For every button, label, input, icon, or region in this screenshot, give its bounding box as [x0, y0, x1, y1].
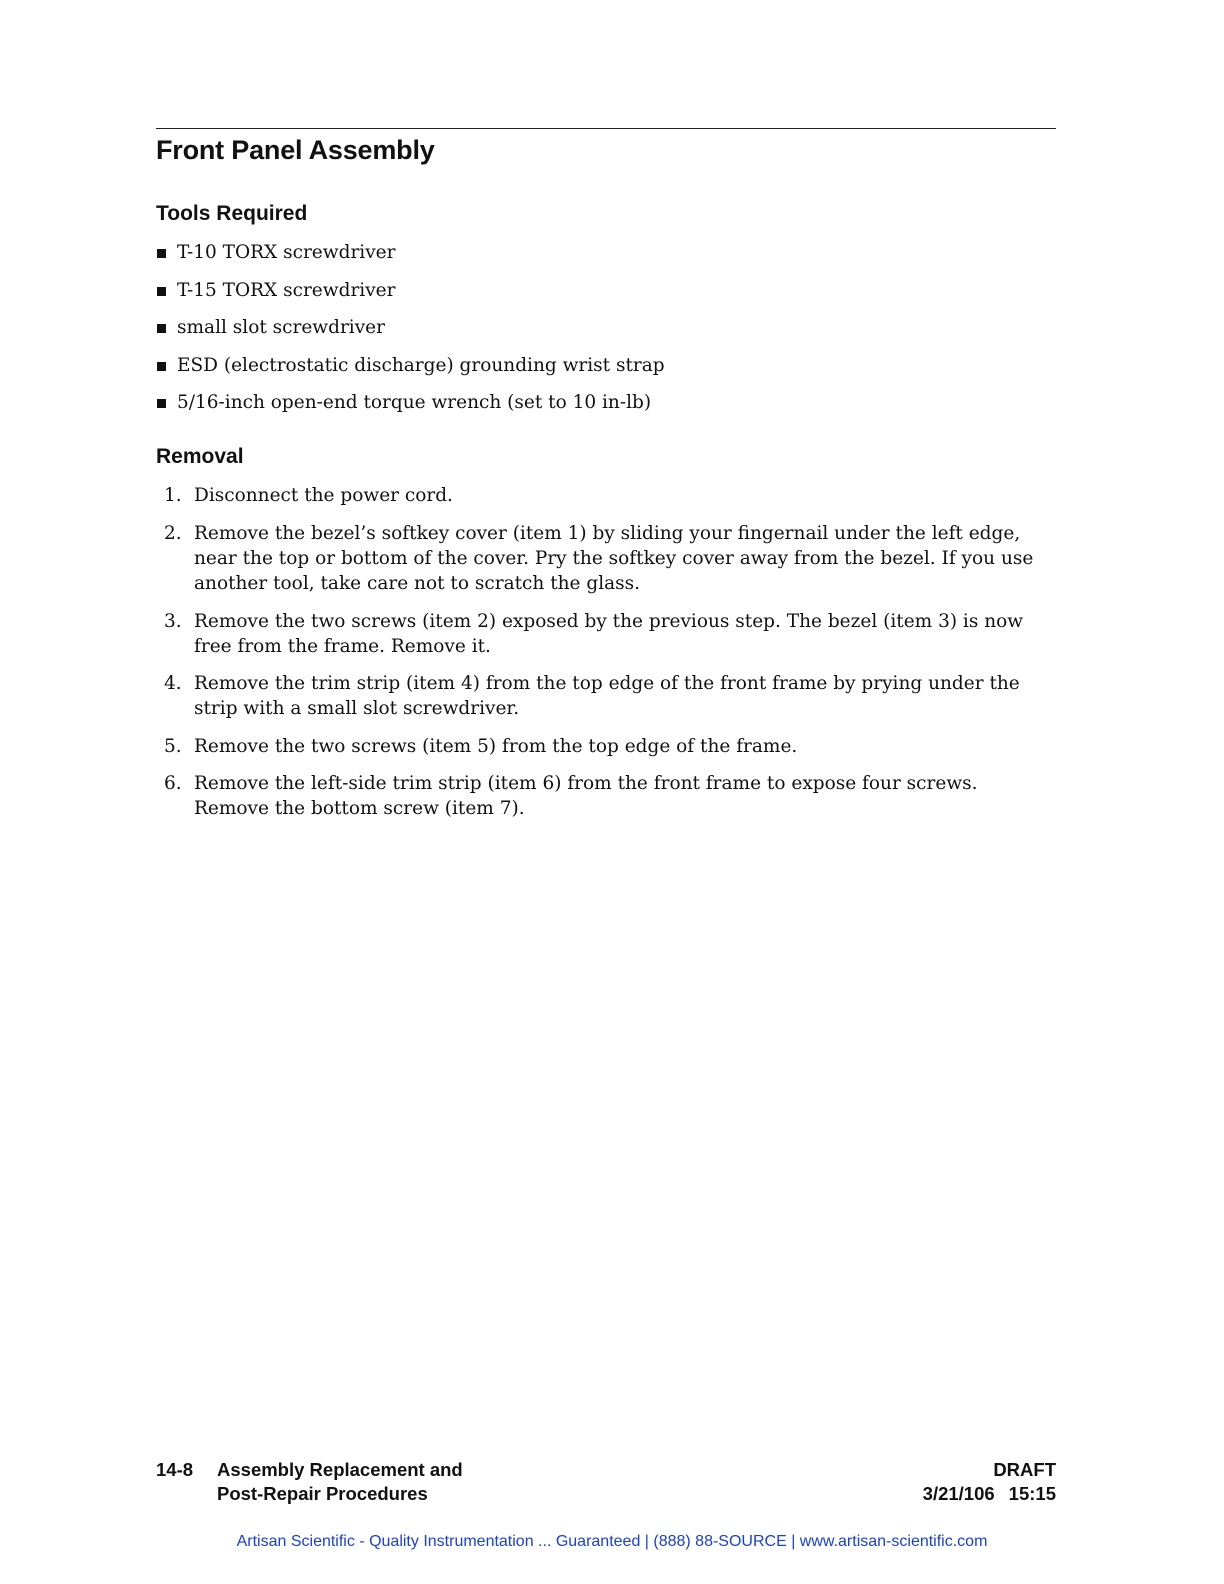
- list-item: 5/16-inch open-end torque wrench (set to 10 in-lb): [156, 390, 1056, 415]
- draft-datetime: 3/21/106 15:15: [922, 1483, 1056, 1504]
- square-bullet-icon: [157, 324, 166, 333]
- step-2: 2. Remove the bezel’s softkey cover (item 1) by sliding your fingernail under the left edge, near the top or bottom of the cover. Pry the softkey cover away from the bezel. If you use another tool, take care not to scratch the glass.: [164, 522, 1034, 594]
- square-bullet-icon: [157, 399, 166, 408]
- page-number: 14-8: [156, 1459, 194, 1480]
- list-item: T-15 TORX screwdriver: [156, 278, 1056, 303]
- step-5: 5. Remove the two screws (item 5) from the top edge of the frame.: [164, 735, 798, 757]
- step-6: 6. Remove the left-side trim strip (item 6) from the front frame to expose four screws. Remove the bottom screw (item 7).: [164, 773, 978, 820]
- step-number: 4.: [164, 673, 182, 695]
- step-3: 3. Remove the two screws (item 2) exposed by the previous step. The bezel (item 3) is now free from the frame. Remove it.: [164, 610, 1024, 657]
- square-bullet-icon: [157, 249, 166, 258]
- page-content: [156, 128, 1056, 834]
- draft-stamp: [923, 1458, 1056, 1506]
- removal-heading: Removal: [156, 445, 244, 469]
- list-item: ESD (electrostatic discharge) grounding wrist strap: [156, 353, 1056, 378]
- section-title: Assembly Replacement and Post-Repair Procedures: [217, 1459, 463, 1504]
- step-number: 3.: [164, 610, 182, 632]
- step-number: 2.: [164, 522, 182, 544]
- step-1: 1. Disconnect the power cord.: [164, 485, 453, 507]
- draft-label: DRAFT: [993, 1459, 1056, 1480]
- tools-list: [156, 240, 1056, 415]
- page-title: Front Panel Assembly: [156, 135, 435, 165]
- step-number: 5.: [164, 735, 182, 757]
- list-item: T-10 TORX screwdriver: [156, 240, 1056, 265]
- step-number: 1.: [164, 485, 182, 507]
- square-bullet-icon: [157, 287, 166, 296]
- removal-steps: [156, 483, 1056, 821]
- step-number: 6.: [164, 773, 182, 795]
- header-rule: [156, 128, 1056, 129]
- list-item: small slot screwdriver: [156, 315, 1056, 340]
- step-4: 4. Remove the trim strip (item 4) from the top edge of the front frame by prying under the strip with a small slot screwdriver.: [164, 673, 1020, 720]
- square-bullet-icon: [157, 362, 166, 371]
- tools-heading: Tools Required: [156, 202, 308, 225]
- artisan-banner-link[interactable]: Artisan Scientific - Quality Instrumentation ... Guaranteed | (888) 88-SOURCE | www.artisan-scientific.com: [236, 1533, 988, 1550]
